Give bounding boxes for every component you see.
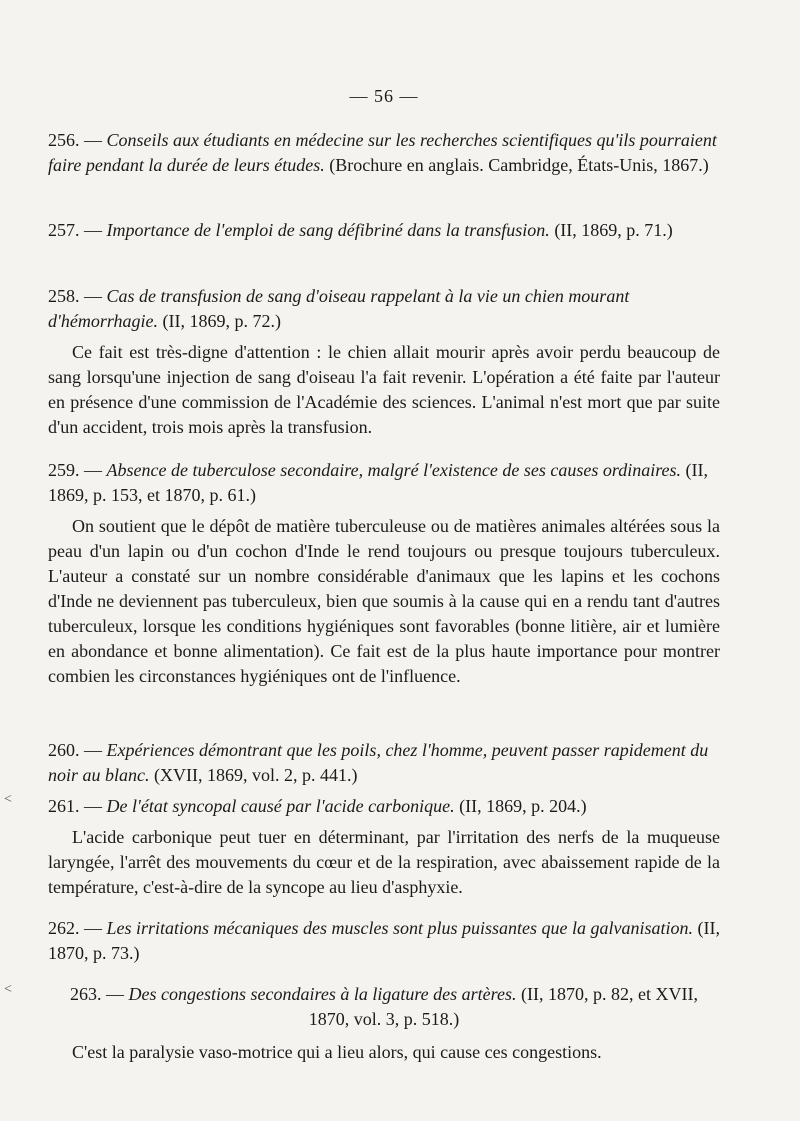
entry-257: 257. — Importance de l'emploi de sang défibriné dans la transfusion. (II, 1869, p. 71.) — [48, 220, 673, 240]
entry-260: 260. — Expériences démontrant que les poils, chez l'homme, peuvent passer rapidement du noir au blanc. (XVII, 1869, vol. 2, p. 441.) — [48, 740, 709, 785]
entry-number: 263. — [70, 984, 102, 1004]
entry-title: Absence de tuberculose secondaire, malgré l'existence de ses causes ordinaires. — [106, 460, 682, 480]
entry-reference: (II, 1869, p. 153, et 1870, p. 61.) — [48, 460, 709, 505]
entry-title: Importance de l'emploi de sang défibriné dans la transfusion. — [106, 220, 550, 240]
entry-title: Les irritations mécaniques des muscles sont plus puissantes que la galvanisation. — [106, 918, 693, 938]
entry-title: Cas de transfusion de sang d'oiseau rappelant à la vie un chien mourant d'hémorrhagie. — [48, 286, 630, 331]
entry-263: 263. — Des congestions secondaires à la ligature des artères. (II, 1870, p. 82, et XVII, 1870, vol. 3, p. 518.) — [70, 984, 698, 1029]
entry-number: 260. — [48, 740, 80, 760]
entry-259: 259. — Absence de tuberculose secondaire, malgré l'existence de ses causes ordinaires. (II, 1869, p. 153, et 1870, p. 61.) — [48, 460, 709, 505]
entry-number: 261. — [48, 796, 80, 816]
entry-263-body: C'est la paralysie vaso-motrice qui a lieu alors, qui cause ces congestions. — [72, 1042, 602, 1062]
entry-reference: (Brochure en anglais. Cambridge, États-Unis, 1867.) — [329, 155, 709, 175]
entry-reference: (II, 1869, p. 72.) — [162, 311, 281, 331]
margin-mark: < — [4, 982, 12, 997]
margin-mark: < — [4, 792, 12, 807]
entry-261: 261. — De l'état syncopal causé par l'acide carbonique. (II, 1869, p. 204.) — [48, 796, 587, 816]
entry-number: 259. — [48, 460, 80, 480]
entry-reference: (II, 1869, p. 71.) — [554, 220, 673, 240]
entry-number: 256. — [48, 130, 80, 150]
entry-256: 256. — Conseils aux étudiants en médecine sur les recherches scientifiques qu'ils pourraient faire pendant la durée de leurs études. (Brochure en anglais. Cambridge, États-Unis, 1867.) — [48, 130, 717, 175]
entry-title: Des congestions secondaires à la ligature des artères. — [128, 984, 517, 1004]
entry-reference: (II, 1869, p. 204.) — [459, 796, 587, 816]
entry-number: 262. — [48, 918, 80, 938]
entry-262: 262. — Les irritations mécaniques des muscles sont plus puissantes que la galvanisation. (II, 1870, p. 73.) — [48, 918, 720, 963]
entry-title: De l'état syncopal causé par l'acide carbonique. — [106, 796, 455, 816]
page-number: — 56 — — [349, 86, 419, 106]
entry-258-body: Ce fait est très-digne d'attention : le chien allait mourir après avoir perdu beaucoup de sang lorsqu'une injection de sang d'oiseau l'a fait revenir. L'opération a été faite par l'auteur en présence d'une commission de l'Académie des sciences. L'animal n'est mort que par suite d'un accident, trois mois après la transfusion. — [48, 342, 720, 437]
entry-reference: (XVII, 1869, vol. 2, p. 441.) — [154, 765, 358, 785]
entry-258: 258. — Cas de transfusion de sang d'oiseau rappelant à la vie un chien mourant d'hémorrhagie. (II, 1869, p. 72.) — [48, 286, 630, 331]
entry-number: 257. — [48, 220, 80, 240]
entry-reference: (II, 1870, p. 82, et XVII, 1870, vol. 3, p. 518.) — [308, 984, 698, 1029]
entry-title: Conseils aux étudiants en médecine sur les recherches scientifiques qu'ils pourraient faire pendant la durée de leurs études. — [48, 130, 717, 175]
entry-title: Expériences démontrant que les poils, chez l'homme, peuvent passer rapidement du noir au blanc. — [48, 740, 709, 785]
entry-reference: (II, 1870, p. 73.) — [48, 918, 720, 963]
entry-259-body: On soutient que le dépôt de matière tuberculeuse ou de matières animales altérées sous la peau d'un lapin ou d'un cochon d'Inde le rend toujours ou presque toujours tuberculeux. L'auteur a constaté sur un nombre considérable d'animaux que les lapins et les cochons d'Inde ne deviennent pas tuberculeux, bien que soumis à la cause qui en a rendu tant d'autres tuberculeux, lorsque les conditions hygiéniques sont favorables (bonne litière, air et lumière en abondance et bonne alimentation). Ce fait est de la plus haute importance pour montrer combien les circonstances hygiéniques ont de l'influence. — [48, 516, 720, 686]
entry-number: 258. — [48, 286, 80, 306]
entry-261-body: L'acide carbonique peut tuer en déterminant, par l'irritation des nerfs de la muqueuse laryngée, l'arrêt des mouvements du cœur et de la respiration, avec abaissement rapide de la température, c'est-à-dire de la syncope au lieu d'asphyxie. — [48, 827, 720, 897]
